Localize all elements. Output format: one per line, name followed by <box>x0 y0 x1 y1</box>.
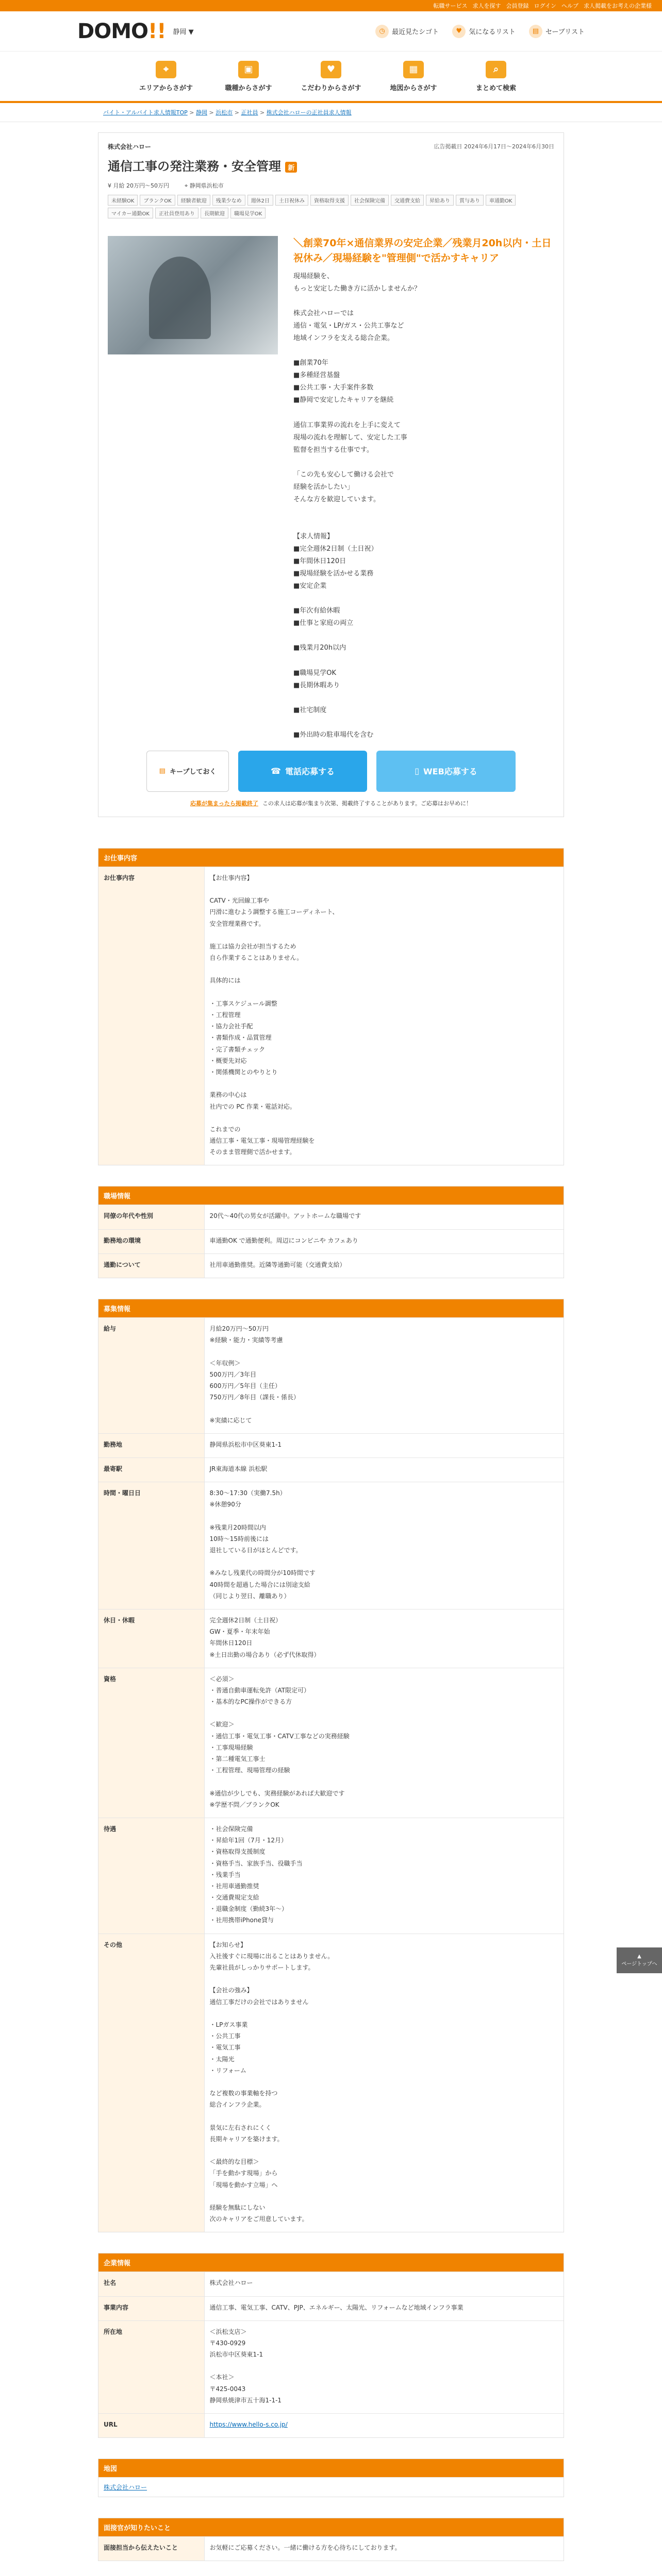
keep-button[interactable]: ▤ キープしておく <box>146 751 229 792</box>
phone-icon: ☎ <box>271 766 281 776</box>
company-section <box>98 2253 564 2438</box>
feature-tag: 長期歓迎 <box>201 208 228 218</box>
page-top-button[interactable]: ▲ ページトップへ <box>617 1947 662 1973</box>
feature-tag: 未経験OK <box>108 195 138 206</box>
interviewer-section <box>98 2518 564 2561</box>
table-row <box>98 1482 564 1609</box>
nav-preference[interactable]: ♥ こだわりからさがす <box>290 52 372 101</box>
row-value[interactable]: https://www.hello-s.co.jp/ <box>204 2414 564 2438</box>
row-label: 社名 <box>98 2272 204 2296</box>
top-utility-bar <box>0 0 662 11</box>
row-label: お仕事内容 <box>98 867 204 1165</box>
closing-note: 応募が集まったら掲載終了 この求人は応募が集まり次第、掲載終了することがあります。ご応募はお早めに！ <box>190 800 472 807</box>
recruitment-section <box>98 1299 564 2232</box>
phone-apply-button[interactable]: ☎ 電話応募する <box>238 751 367 792</box>
section-header: 面接官が知りたいこと <box>98 2518 564 2536</box>
row-label: 給与 <box>98 1318 204 1434</box>
feature-tag: ブランクOK <box>140 195 175 206</box>
table-row <box>98 1205 564 1229</box>
row-value: ・社会保険完備 ・昇給年1回（7月・12月） ・資格取得支援制度 ・資格手当、家族手当、役職手当 ・残業手当 ・社用車通勤推奨 ・交通費規定支給 ・退職金制度（勤続3年〜） ・社用携帯iPhone貸与 <box>204 1818 564 1934</box>
recent-jobs-link[interactable]: ◷ 最近見たシゴト <box>375 25 439 38</box>
row-label: その他 <box>98 1934 204 2232</box>
posting-period: 広告掲載日 2024年6月17日～2024年6月30日 <box>434 143 554 150</box>
site-logo[interactable]: DOMO!! <box>77 19 166 43</box>
row-label: 最寄駅 <box>98 1458 204 1482</box>
table-row <box>98 2296 564 2320</box>
table-row <box>98 2320 564 2413</box>
main-nav <box>0 52 662 103</box>
row-label: URL <box>98 2414 204 2438</box>
job-title: 通信工事の発注業務・安全管理 新 <box>108 156 554 174</box>
row-value: 月給20万円〜50万円 ※経験・能力・実績等考慮 ＜年収例＞ 500万円／3年目 600万円／5年目（主任） 750万円／8年目（課長・係長） ※実績に応じて <box>204 1318 564 1434</box>
row-value: 社用車通勤推奨。近隣等通勤可能（交通費支給） <box>204 1253 564 1278</box>
row-label: 面接担当から伝えたいこと <box>98 2537 204 2561</box>
new-badge: 新 <box>285 162 297 173</box>
job-summary-card <box>98 132 564 817</box>
salary-meta: ¥ 月給 20万円～50万円 <box>108 182 169 189</box>
map-link[interactable]: 株式会社ハロー <box>104 2484 147 2492</box>
closing-note-link[interactable]: 応募が集まったら掲載終了 <box>190 800 258 807</box>
job-photo <box>108 236 278 354</box>
section-header: 企業情報 <box>98 2253 564 2272</box>
nav-job-type[interactable]: ▣ 職種からさがす <box>207 52 290 101</box>
map-section <box>98 2459 564 2497</box>
row-value: お気軽にご応募ください。一緒に働ける方を心待ちにしております。 <box>204 2537 564 2561</box>
yen-icon: ¥ <box>108 182 113 189</box>
feature-tags <box>108 195 554 218</box>
save-list-link[interactable]: ▤ セーブリスト <box>529 25 585 38</box>
row-value: 完全週休2日制（土日祝） GW・夏季・年末年始 年間休日120日 ※土日出勤の場合あり（必ず代休取得） <box>204 1609 564 1668</box>
table-row <box>98 1318 564 1434</box>
map-pin-icon: ⌖ <box>156 61 176 78</box>
feature-tag: 経験者歓迎 <box>177 195 210 206</box>
feature-tag: 賞与あり <box>456 195 484 206</box>
section-header: 募集情報 <box>98 1299 564 1317</box>
map-icon: ▦ <box>403 61 424 78</box>
company-name: 株式会社ハロー <box>108 143 152 150</box>
location-meta: ⌖ 静岡県浜松市 <box>185 182 224 189</box>
row-label: 時間・曜日日 <box>98 1482 204 1609</box>
breadcrumb-link[interactable]: バイト・アルバイト求人情報TOP <box>103 109 188 116</box>
site-header <box>0 11 662 52</box>
nav-map[interactable]: ▦ 地図からさがす <box>372 52 455 101</box>
row-label: 事業内容 <box>98 2296 204 2320</box>
row-value: 20代〜40代の男女が活躍中。アットホームな職場です <box>204 1205 564 1229</box>
nav-area[interactable]: ⌖ エリアからさがす <box>125 52 207 101</box>
topbar-link[interactable]: 転職サービス <box>433 3 468 9</box>
keep-list-link[interactable]: ♥ 気になるリスト <box>452 25 516 38</box>
topbar-link[interactable]: 求人を探す <box>472 3 501 9</box>
feature-tag: 車通勤OK <box>486 195 516 206</box>
feature-tag: 土日祝休み <box>275 195 308 206</box>
topbar-link[interactable]: 求人掲載をお考えの企業様 <box>584 3 652 9</box>
topbar-link[interactable]: ログイン <box>534 3 556 9</box>
section-header: 職場情報 <box>98 1187 564 1205</box>
table-row <box>98 1229 564 1253</box>
heart-icon: ♥ <box>321 61 341 78</box>
row-label: 同僚の年代や性別 <box>98 1205 204 1229</box>
table-row <box>98 1253 564 1278</box>
feature-tag: 資格取得支援 <box>310 195 349 206</box>
chevron-up-icon: ▲ <box>637 1954 641 1959</box>
table-row <box>98 1458 564 1482</box>
feature-tag: 職場見学OK <box>230 208 266 218</box>
row-value: ＜浜松支店＞ 〒430-0929 浜松市中区葵東1-1 ＜本社＞ 〒425-0043 静岡県焼津市五十海1-1-1 <box>204 2320 564 2413</box>
breadcrumb: バイト・アルバイト求人情報TOP > 静岡 > 浜松市 > 正社員 > 株式会社ハローの正社員求人情報 <box>0 103 662 122</box>
table-row <box>98 2414 564 2438</box>
clock-icon: ◷ <box>375 25 389 38</box>
feature-tag: 昇給あり <box>426 195 454 206</box>
breadcrumb-link[interactable]: 正社員 <box>241 109 258 116</box>
row-value: 8:30〜17:30（実働7.5h） ※休憩90分 ※残業月20時間以内 10時〜15時前後には 退社している日がほとんどです。 ※みなし残業代の時間分が10時間です 40時間を超過した場合には別途支給 （同じより翌日、離職あり） <box>204 1482 564 1609</box>
breadcrumb-link[interactable]: 浜松市 <box>216 109 233 116</box>
row-value: 【お知らせ】 入社後すぐに現場に出ることはありません。 先輩社員がしっかりサポートします。 【会社の強み】 通信工事だけの会社ではありません ・LPガス事業 ・公共工事 ・電気工事 ・太陽光 ・リフォーム など複数の事業軸を持つ 総合インフラ企業。 景気に左右されにくく 長期キャリアを築けます。 ＜最終的な目標＞ 「手を動かす現場」から 「現場を動かす立場」へ 経験を無駄にしない 次のキャリアをご用意しています。 <box>204 1934 564 2232</box>
section-header: お仕事内容 <box>98 849 564 867</box>
topbar-link[interactable]: ヘルプ <box>561 3 578 9</box>
web-apply-button[interactable]: ▯ WEB応募する <box>376 751 516 792</box>
prefecture-select[interactable]: 静岡 ▼ <box>173 28 194 36</box>
row-value: 【お仕事内容】 CATV・光回線工事や 円滑に進むよう調整する施工コーディネート、 安全管理業務です。 施工は協力会社が担当するため 自ら作業することはありません。 具体的には ・工事スケジュール調整 ・工程管理 ・協力会社手配 ・書類作成・品質管理 ・完了書類チェック ・概要先対応 ・関係機関とのやりとり 業務の中心は 社内での PC 作業・電話対応。 これまでの 通信工事・電気工事・現場管理経験を そのまま管理側で活かせます。 <box>204 867 564 1165</box>
smartphone-icon: ▯ <box>415 766 420 776</box>
feature-tag: マイカー通勤OK <box>108 208 153 218</box>
job-intro: 現場経験を、 もっと安定した働き方に活かしませんか？ 株式会社ハローでは 通信・電気・LP/ガス・公共工事など 地域インフラを支える総合企業。 ■創業70年 ■多種経営基盤 ■公共工事・大手案件多数 ■静岡で安定したキャリアを継続 通信工事業界の流れを上手に変えて 現場の流れを理解して、安定した工事 監督を担当する仕事です。 「この先も安心して働ける会社で 経験を活かしたい」 そんな方を歓迎しています。 【求人情報】 ■完全週休2日制（土日祝） ■年間休日120日 ■現場経験を活かせる業務 ■安定企業 ■年次有給休暇 ■仕事と家庭の両立 ■残業月20h以内 ■職場見学OK ■長期休暇あり ■社宅制度 ■外出時の駐車場代を含む <box>293 273 421 739</box>
row-label: 待遇 <box>98 1818 204 1934</box>
topbar-link[interactable]: 会員登録 <box>506 3 529 9</box>
row-value: 静岡県浜松市中区葵東1-1 <box>204 1433 564 1458</box>
table-row <box>98 1668 564 1818</box>
briefcase-icon: ▣ <box>238 61 259 78</box>
row-label: 所在地 <box>98 2320 204 2413</box>
search-icon: ⌕ <box>486 61 506 78</box>
table-row <box>98 1609 564 1668</box>
folder-icon: ▤ <box>159 767 166 775</box>
row-label: 資格 <box>98 1668 204 1818</box>
row-label: 勤務地 <box>98 1433 204 1458</box>
section-header: 地図 <box>98 2459 564 2477</box>
nav-bulk-search[interactable]: ⌕ まとめて検索 <box>455 52 537 101</box>
catch-copy: ＼創業70年×通信業界の安定企業／残業月20h以内・土日祝休み／現場経験を"管理側"で活かすキャリア <box>293 238 552 264</box>
feature-tag: 社会保険完備 <box>351 195 389 206</box>
row-value: 通信工事、電気工事、CATV、PJP、エネルギー、太陽光、リフォームなど地域インフラ事業 <box>204 2296 564 2320</box>
table-row <box>98 1934 564 2232</box>
feature-tag: 週休2日 <box>247 195 273 206</box>
row-value: 車通勤OK で通勤便利。周辺にコンビニや カフェあり <box>204 1229 564 1253</box>
breadcrumb-current[interactable]: 株式会社ハローの正社員求人情報 <box>266 109 352 116</box>
breadcrumb-link[interactable]: 静岡 <box>196 109 208 116</box>
feature-tag: 残業少なめ <box>212 195 245 206</box>
location-pin-icon: ⌖ <box>185 182 190 189</box>
feature-tag: 正社員登用あり <box>155 208 198 218</box>
row-label: 通勤について <box>98 1253 204 1278</box>
row-value: JR東海道本線 浜松駅 <box>204 1458 564 1482</box>
feature-tag: 交通費支給 <box>391 195 424 206</box>
table-row <box>98 2537 564 2561</box>
job-details-section <box>98 848 564 1166</box>
workplace-section <box>98 1186 564 1278</box>
table-row <box>98 1818 564 1934</box>
row-value: ＜必須＞ ・普通自動車運転免許（AT限定可） ・基本的なPC操作ができる方 ＜歓迎＞ ・通信工事・電気工事・CATV工事などの実務経験 ・工事現場経験 ・第二種電気工事士 ・工程管理、現場管理の経験 ※通信が少しでも、実務経験があれば大歓迎です ※学歴不問／ブランクOK <box>204 1668 564 1818</box>
row-label: 勤務地の環境 <box>98 1229 204 1253</box>
folder-icon: ▤ <box>529 25 542 38</box>
table-row <box>98 2272 564 2296</box>
row-value: 株式会社ハロー <box>204 2272 564 2296</box>
table-row <box>98 867 564 1165</box>
heart-icon: ♥ <box>452 25 466 38</box>
row-label: 休日・休暇 <box>98 1609 204 1668</box>
table-row <box>98 1433 564 1458</box>
